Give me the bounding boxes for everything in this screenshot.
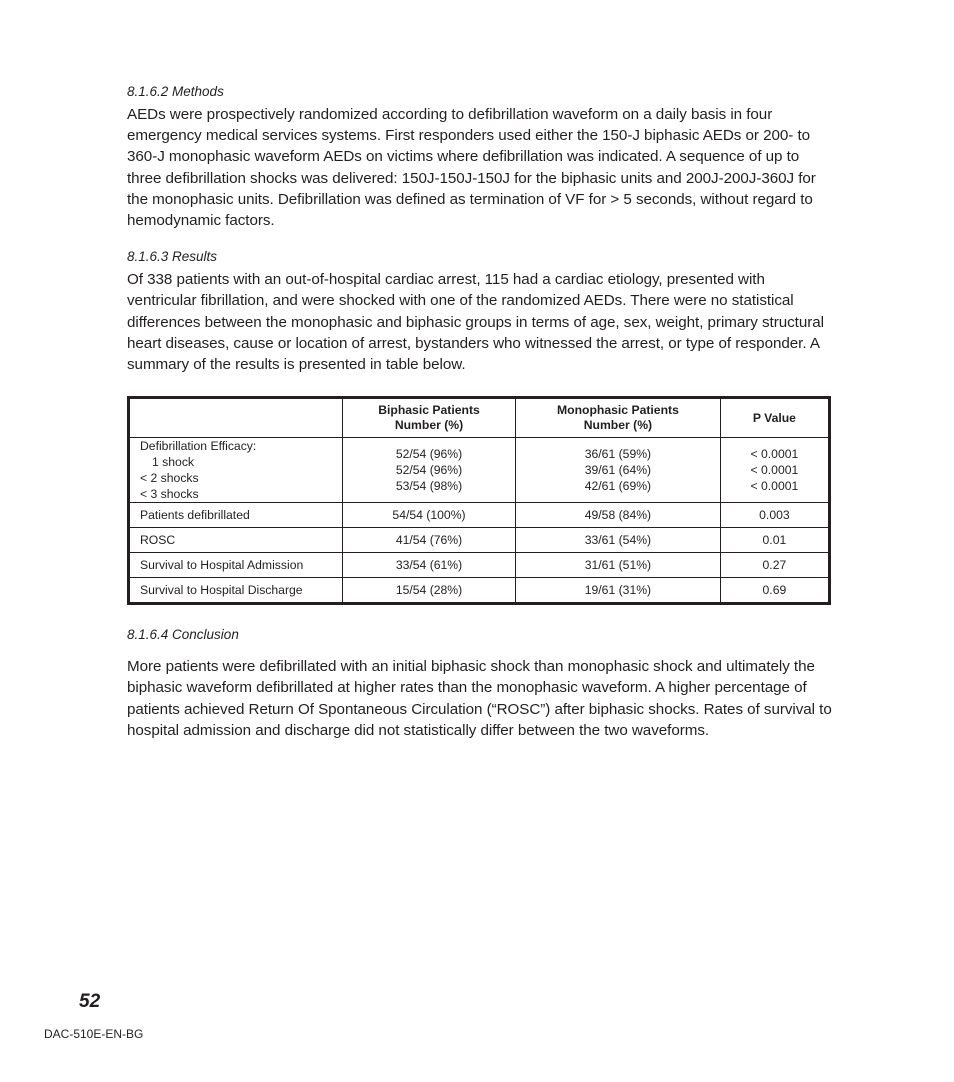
page-content [127,84,877,741]
row-biphasic: 33/54 (61%) [343,553,516,578]
text-line: differences between the monophasic and biphasic groups in terms of age, sex, weight, primary structural [127,313,824,331]
efficacy-label-cell [129,438,343,503]
methods-heading: 8.1.6.2 Methods [127,84,224,99]
table-row-efficacy [129,438,830,503]
row-monophasic: 31/61 (51%) [516,553,721,578]
table-cell-value: 52/54 (96%) [395,447,463,462]
efficacy-monophasic-cell [516,438,721,503]
row-biphasic: 15/54 (28%) [343,578,516,604]
table-cell-value: 36/61 (59%) [584,447,652,462]
header-biphasic [343,398,516,438]
header-monophasic [516,398,721,438]
row-label: ROSC [129,528,343,553]
table-row [129,528,830,553]
row-label: Survival to Hospital Admission [129,553,343,578]
row-monophasic: 49/58 (84%) [516,503,721,528]
conclusion-heading: 8.1.6.4 Conclusion [127,627,239,643]
text-line: biphasic waveform defibrillated at higher rates than the monophasic waveform. A higher percentage of [127,679,807,697]
row-biphasic: 41/54 (76%) [343,528,516,553]
row-label: Survival to Hospital Discharge [129,578,343,604]
text-line: hospital admission and discharge did not statistically differ between the two waveforms. [127,721,710,739]
text-line: emergency medical services systems. First responders used either the 150-J biphasic AEDs or 200- to [127,127,811,145]
header-biphasic-line1: Biphasic Patients [378,403,480,418]
header-blank [129,398,343,438]
text-line: More patients were defibrillated with an initial biphasic shock than monophasic shock and ultimately the [127,658,815,676]
table-cell-value: < 0.0001 [750,463,799,478]
text-line: three defibrillation shocks was delivered: 150J-150J-150J for the biphasic units and 200J-200J-360J for [127,169,816,187]
header-monophasic-line2: Number (%) [583,418,653,433]
row-label: Patients defibrillated [129,503,343,528]
results-heading: 8.1.6.3 Results [127,249,218,265]
conclusion-paragraph [127,656,877,741]
efficacy-sub-label: 1 shock [152,455,195,470]
text-line: Of 338 patients with an out-of-hospital cardiac arrest, 115 had a cardiac etiology, presented with [127,271,765,289]
text-line: 360-J monophasic waveform AEDs on victims where defibrillation was indicated. A sequence of up to [127,148,800,166]
row-pvalue: 0.003 [720,503,829,528]
efficacy-pvalue-cell [720,438,829,503]
header-monophasic-line1: Monophasic Patients [556,403,679,418]
row-monophasic: 33/61 (54%) [516,528,721,553]
row-biphasic: 54/54 (100%) [343,503,516,528]
page-number: 52 [79,991,101,1012]
text-line: summary of the results is presented in table below. [127,356,466,374]
text-line: patients achieved Return Of Spontaneous Circulation (“ROSC”) after biphasic shocks. Rates of survival to [127,700,832,718]
row-pvalue: 0.27 [720,553,829,578]
results-paragraph [127,269,877,375]
efficacy-label: Defibrillation Efficacy: [140,439,257,454]
header-pvalue: P Value [720,398,829,438]
table-row [129,503,830,528]
efficacy-biphasic-cell [343,438,516,503]
row-pvalue: 0.69 [720,578,829,604]
table-cell-value: 42/61 (69%) [584,479,652,494]
efficacy-sub-label: < 2 shocks [140,471,199,486]
efficacy-sub-label: < 3 shocks [140,487,199,502]
table-header-row [129,398,830,438]
table-cell-value: < 0.0001 [750,479,799,494]
text-line: the monophasic units. Defibrillation was defined as termination of VF for > 5 seconds, without regard to [127,190,813,208]
document-code: DAC-510E-EN-BG [44,1027,144,1041]
results-table [127,396,831,605]
text-line: heart diseases, cause or location of arrest, bystanders who witnessed the arrest, or type of responder. A [127,334,820,352]
table-row [129,553,830,578]
row-monophasic: 19/61 (31%) [516,578,721,604]
text-line: hemodynamic factors. [127,212,275,230]
table-cell-value: 53/54 (98%) [395,479,463,494]
text-line: ventricular fibrillation, and were shocked with one of the randomized AEDs. There were no statistical [127,292,794,310]
table-cell-value: < 0.0001 [750,447,799,462]
methods-paragraph [127,104,877,231]
text-line: AEDs were prospectively randomized according to defibrillation waveform on a daily basis in four [127,106,773,123]
table-cell-value: 39/61 (64%) [584,463,652,478]
table-cell-value: 52/54 (96%) [395,463,463,478]
row-pvalue: 0.01 [720,528,829,553]
header-biphasic-line2: Number (%) [394,418,464,433]
table-row [129,578,830,604]
